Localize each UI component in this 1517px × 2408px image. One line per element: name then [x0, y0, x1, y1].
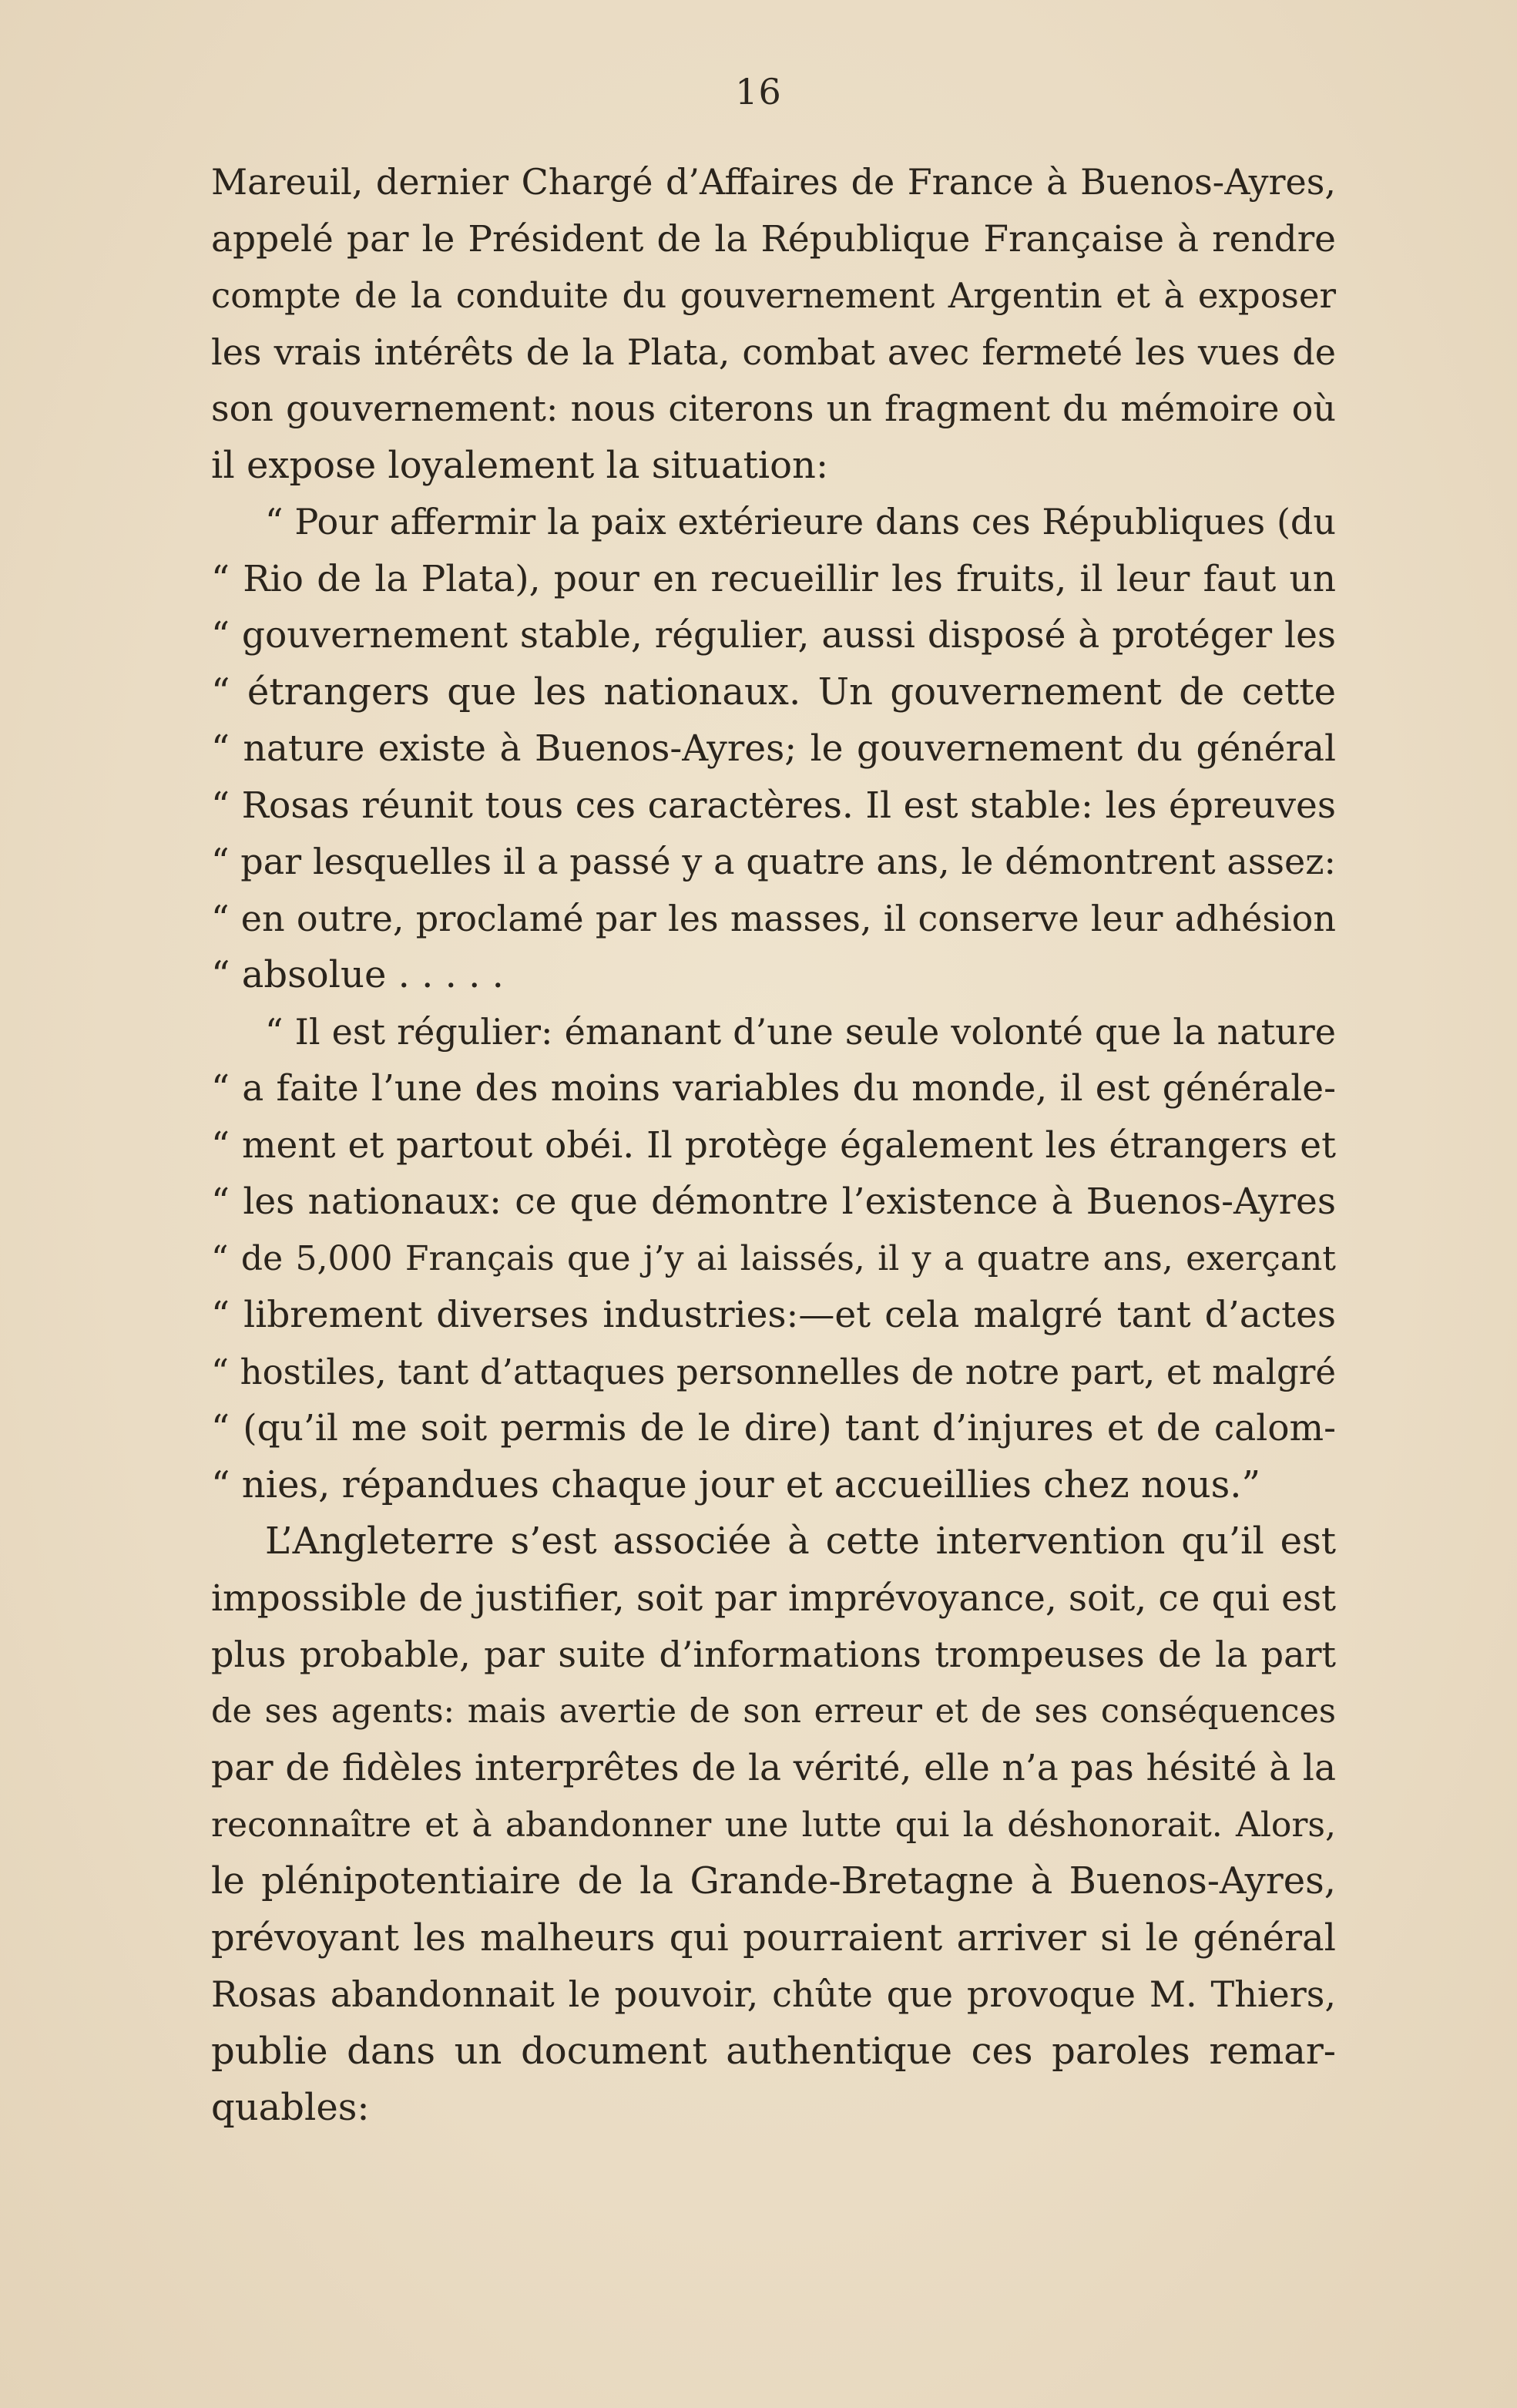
- page-number: 16: [735, 71, 782, 113]
- quote-line: “ librement diverses industries:—et cela malgré tant d’actes: [211, 1294, 1336, 1336]
- quote-line: “ (qu’il me soit permis de le dire) tant d’injures et de calom-: [211, 1407, 1336, 1449]
- quote-line: “ hostiles, tant d’attaques personnelles de notre part, et malgré: [211, 1351, 1336, 1392]
- text-line: il expose loyalement la situation:: [211, 443, 829, 487]
- text-line: quables:: [211, 2086, 370, 2129]
- text-line: les vrais intérêts de la Plata, combat avec fermeté les vues de: [211, 331, 1336, 373]
- quote-line: “ par lesquelles il a passé y a quatre ans, le démontrent assez:: [211, 841, 1336, 882]
- text-line: plus probable, par suite d’informations trompeuses de la part: [211, 1634, 1336, 1675]
- text-line: L’Angleterre s’est associée à cette intervention qu’il est: [265, 1520, 1336, 1563]
- quote-line: “ absolue . . . . .: [211, 953, 504, 996]
- quote-line: “ ment et partout obéi. Il protège également les étrangers et: [211, 1123, 1336, 1167]
- quote-line: “ a faite l’une des moins variables du monde, il est générale-: [211, 1067, 1336, 1110]
- quote-line: “ Pour affermir la paix extérieure dans ces Républiques (du: [265, 501, 1336, 542]
- quote-line: “ étrangers que les nationaux. Un gouvernement de cette: [211, 670, 1336, 714]
- text-line: Rosas abandonnait le pouvoir, chûte que provoque M. Thiers,: [211, 1973, 1336, 2015]
- quote-line: “ Rosas réunit tous ces caractères. Il est stable: les épreuves: [211, 784, 1336, 827]
- text-line: par de fidèles interprêtes de la vérité, elle n’a pas hésité à la: [211, 1747, 1336, 1789]
- text-line: reconnaître et à abandonner une lutte qui la déshonorait. Alors,: [211, 1805, 1336, 1845]
- quote-line: “ Il est régulier: émanant d’une seule volonté que la nature: [265, 1010, 1336, 1053]
- quote-line: “ gouvernement stable, régulier, aussi disposé à protéger les: [211, 614, 1336, 657]
- quote-line: “ Rio de la Plata), pour en recueillir les fruits, il leur faut un: [211, 557, 1336, 600]
- text-line: le plénipotentiaire de la Grande-Bretagne à Buenos-Ayres,: [211, 1859, 1336, 1903]
- text-line: son gouvernement: nous citerons un fragment du mémoire où: [211, 388, 1336, 429]
- quote-line: “ nies, répandues chaque jour et accueillies chez nous.”: [211, 1463, 1261, 1506]
- text-line: appelé par le Président de la République Française à rendre: [211, 217, 1336, 260]
- quote-line: “ de 5,000 Français que j’y ai laissés, il y a quatre ans, exerçant: [211, 1238, 1336, 1278]
- text-line: publie dans un document authentique ces paroles remar-: [211, 2029, 1336, 2073]
- body-text: [211, 154, 1336, 2137]
- text-line: impossible de justifier, soit par imprévoyance, soit, ce qui est: [211, 1577, 1336, 1620]
- quote-line: “ en outre, proclamé par les masses, il conserve leur adhésion: [211, 897, 1336, 939]
- quote-line: “ les nationaux: ce que démontre l’existence à Buenos-Ayres: [211, 1180, 1336, 1223]
- text-line: Mareuil, dernier Chargé d’Affaires de France à Buenos-Ayres,: [211, 161, 1336, 203]
- text-line: compte de la conduite du gouvernement Argentin et à exposer: [211, 275, 1336, 316]
- text-line: de ses agents: mais avertie de son erreur et de ses conséquences: [211, 1691, 1336, 1731]
- quote-line: “ nature existe à Buenos-Ayres; le gouvernement du général: [211, 727, 1336, 770]
- text-line: prévoyant les malheurs qui pourraient arriver si le général: [211, 1916, 1336, 1960]
